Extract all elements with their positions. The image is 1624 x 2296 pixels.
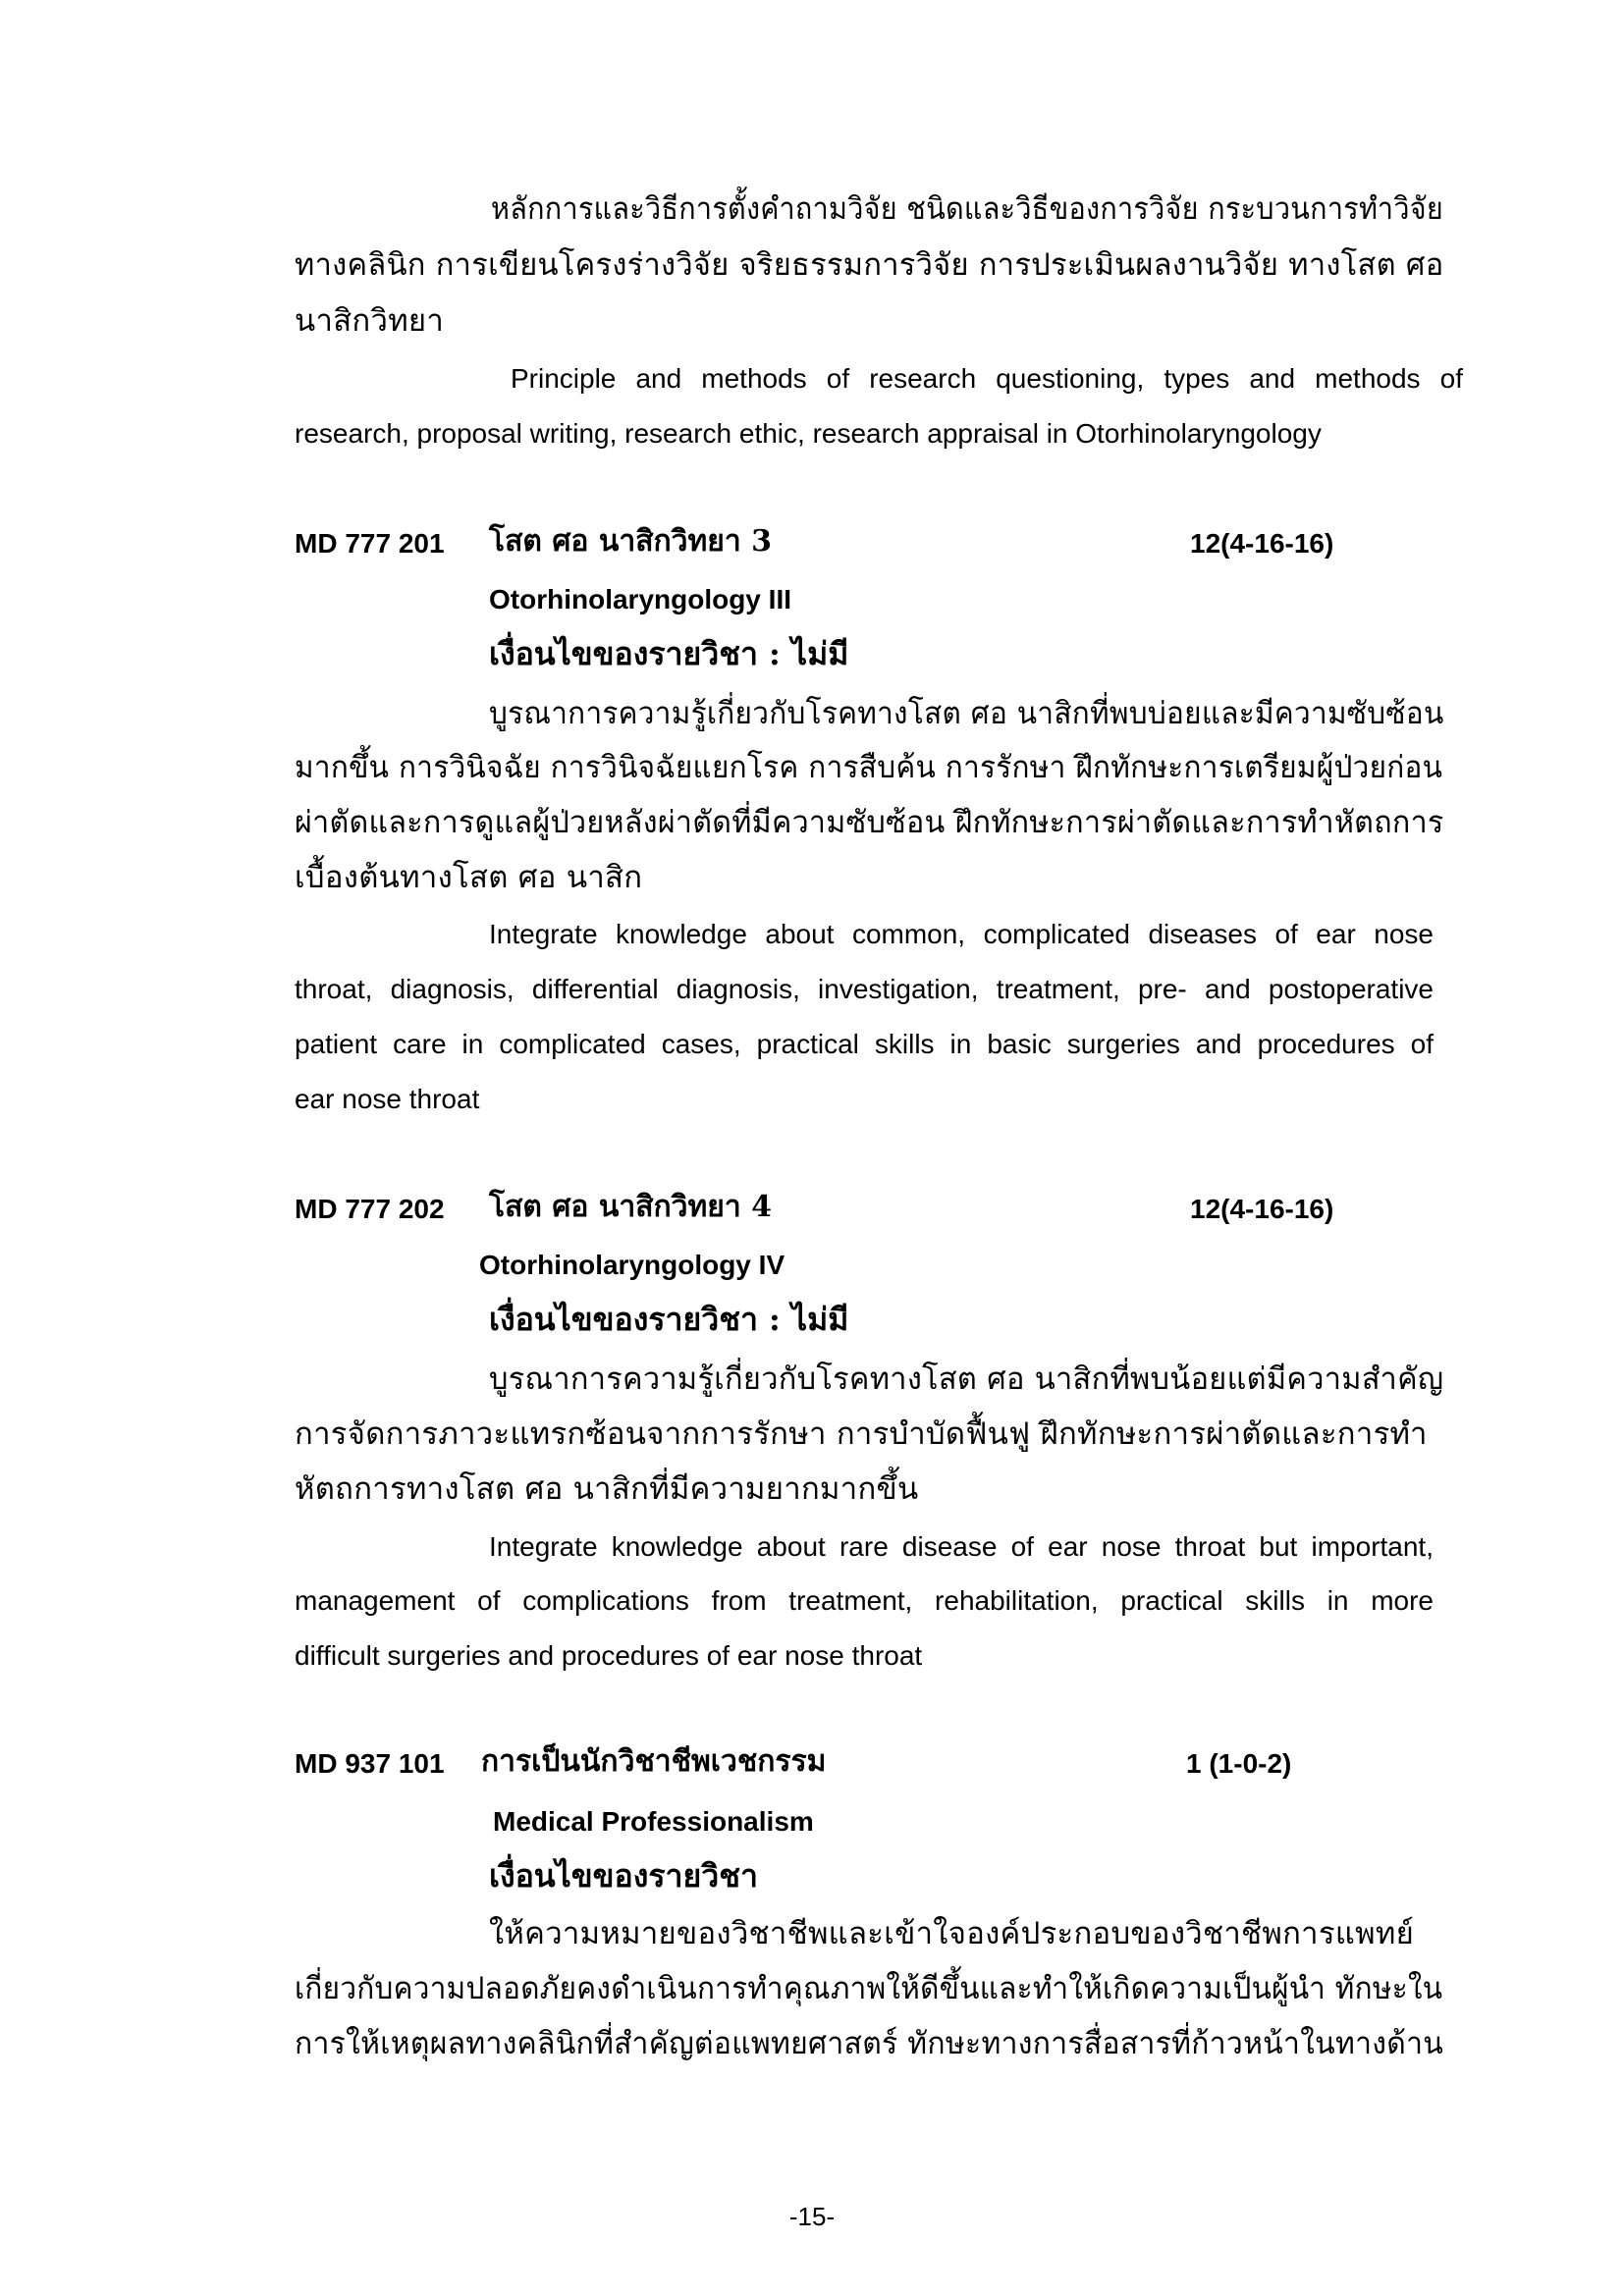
intro-th-line: นาสิกวิทยา (295, 303, 445, 339)
course-th-title: การเป็นนักวิชาชีพเวชกรรม (481, 1744, 827, 1779)
intro-en-line: Principle and methods of research questioning, types and methods of (511, 363, 1463, 394)
course-th-desc-line: หัตถการทางโสต ศอ นาสิกที่มีความยากมากขึ้น (295, 1471, 919, 1507)
course-en-title: Otorhinolaryngology III (489, 584, 791, 614)
intro-th-line: หลักการและวิธีการตั้งคำถามวิจัย ชนิดและวิธีของการวิจัย กระบวนการทำวิจัย (491, 191, 1443, 227)
course-credits: 12(4-16-16) (1190, 528, 1334, 559)
course-en-desc-line: ear nose throat (295, 1084, 480, 1114)
course-en-desc-line: patient care in complicated cases, practical skills in basic surgeries and procedures of (295, 1029, 1434, 1059)
course-th-desc-line: การจัดการภาวะแทรกซ้อนจากการรักษา การบำบัดฟื้นฟู ฝึกทักษะการผ่าตัดและการทำ (295, 1416, 1428, 1452)
course-prerequisite: เงื่อนไขของรายวิชา : ไม่มี (489, 1301, 849, 1338)
course-th-desc-line: บูรณาการความรู้เกี่ยวกับโรคทางโสต ศอ นาสิกที่พบบ่อยและมีความซับซ้อน (489, 696, 1444, 731)
course-en-title: Medical Professionalism (493, 1806, 814, 1837)
course-en-desc-line: Integrate knowledge about rare disease of ear nose throat but important, (489, 1531, 1434, 1562)
course-code: MD 777 201 (295, 528, 445, 559)
course-th-desc-line: เกี่ยวกับความปลอดภัยคงดำเนินการทำคุณภาพให้ดีขึ้นและทำให้เกิดความเป็นผู้นำ ทักษะใน (295, 1971, 1443, 2006)
course-code: MD 777 202 (295, 1194, 445, 1224)
page-number: -15- (788, 2202, 836, 2231)
course-th-title: โสต ศอ นาสิกวิทยา 3 (489, 524, 773, 559)
course-th-desc-line: บูรณาการความรู้เกี่ยวกับโรคทางโสต ศอ นาสิกที่พบน้อยแต่มีความสำคัญ (489, 1362, 1444, 1397)
course-th-desc-line: เบื้องต้นทางโสต ศอ นาสิก (295, 860, 643, 895)
course-prerequisite: เงื่อนไขของรายวิชา : ไม่มี (489, 635, 849, 672)
course-en-title: Otorhinolaryngology IV (479, 1250, 785, 1280)
course-th-desc-line: ให้ความหมายของวิชาชีพและเข้าใจองค์ประกอบของวิชาชีพการแพทย์ (489, 1916, 1415, 1951)
course-en-desc-line: Integrate knowledge about common, complicated diseases of ear nose (489, 919, 1434, 949)
course-th-desc-line: ผ่าตัดและการดูแลผู้ป่วยหลังผ่าตัดที่มีความซับซ้อน ฝึกทักษะการผ่าตัดและการทำหัตถการ (295, 805, 1444, 840)
intro-en-line: research, proposal writing, research ethic, research appraisal in Otorhinolaryngology (295, 418, 1322, 449)
course-th-desc-line: การให้เหตุผลทางคลินิกที่สำคัญต่อแพทยศาสตร์ ทักษะทางการสื่อสารที่ก้าวหน้าในทางด้าน (295, 2026, 1444, 2061)
course-prerequisite: เงื่อนไขของรายวิชา (489, 1857, 758, 1895)
course-credits: 1 (1-0-2) (1186, 1748, 1292, 1779)
course-th-desc-line: มากขึ้น การวินิจฉัย การวินิจฉัยแยกโรค การสืบค้น การรักษา ฝึกทักษะการเตรียมผู้ป่วยก่อน (295, 750, 1443, 785)
course-credits: 12(4-16-16) (1190, 1194, 1334, 1224)
course-en-desc-line: difficult surgeries and procedures of ear nose throat (295, 1640, 923, 1671)
course-en-desc-line: management of complications from treatment, rehabilitation, practical skills in more (295, 1585, 1434, 1616)
course-en-desc-line: throat, diagnosis, differential diagnosis, investigation, treatment, pre- and postoperative (295, 974, 1434, 1004)
course-th-title: โสต ศอ นาสิกวิทยา 4 (489, 1190, 773, 1224)
course-code: MD 937 101 (295, 1748, 445, 1779)
intro-th-line: ทางคลินิก การเขียนโครงร่างวิจัย จริยธรรมการวิจัย การประเมินผลงานวิจัย ทางโสต ศอ (295, 247, 1444, 283)
